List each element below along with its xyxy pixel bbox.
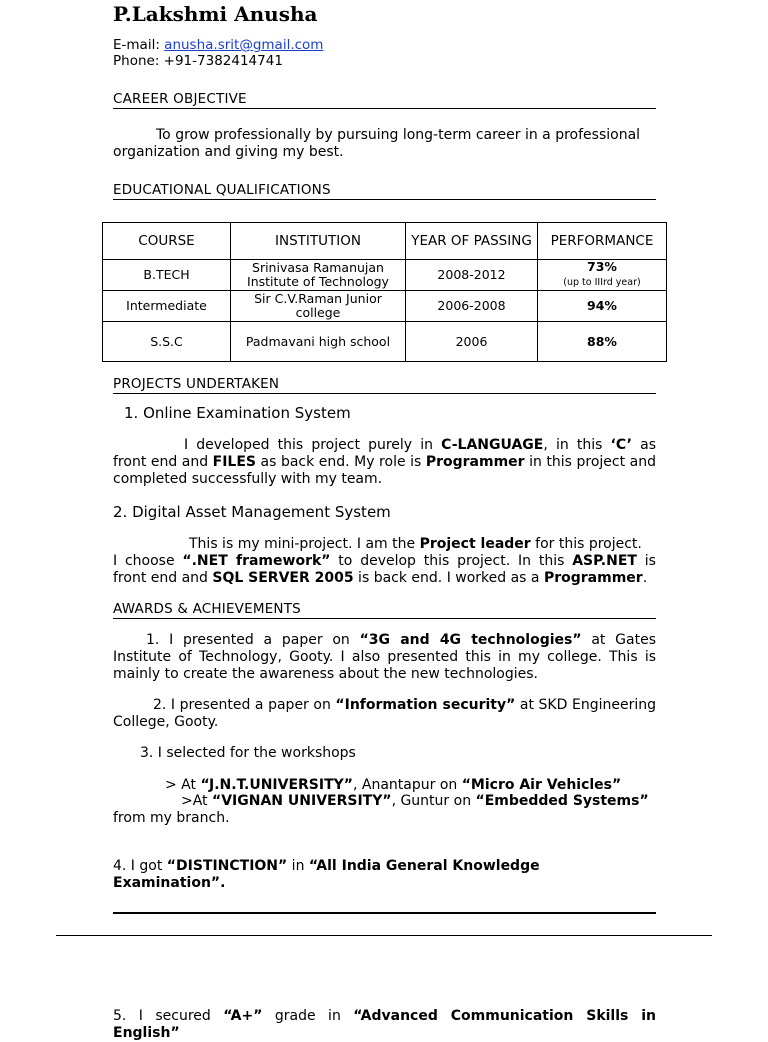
text-run: , Guntur on (391, 793, 476, 809)
bold-run: “J.N.T.UNIVERSITY” (200, 777, 353, 793)
cell-course: B.TECH (103, 260, 231, 291)
col-course: COURSE (103, 223, 231, 260)
cell-institution: Srinivasa Ramanujan Institute of Technology (231, 260, 406, 291)
col-year: YEAR OF PASSING (406, 223, 538, 260)
table-row (103, 322, 667, 362)
email-line (113, 37, 323, 53)
text-run: at Gates Institute of Technology, Gooty. I also presented this in my college. This is mainly to create the awareness about the new technologies. (113, 632, 656, 682)
award-3 (113, 745, 656, 762)
text-run: I developed this project purely in (184, 437, 442, 453)
bold-run: “Information security” (335, 697, 516, 713)
cell-performance (538, 322, 667, 362)
text-run: I choose (113, 553, 183, 569)
performance-note: (up to IIIrd year) (563, 277, 641, 288)
project-2-line-2 (113, 553, 656, 587)
phone-line: Phone: +91-7382414741 (113, 53, 283, 69)
bold-run: Project leader (419, 536, 531, 552)
cell-course: Intermediate (103, 291, 231, 322)
text-run: 2. I presented a paper on (153, 697, 336, 713)
text-run: , in this (543, 437, 611, 453)
text-run: >At (181, 793, 213, 809)
bold-run: “VIGNAN UNIVERSITY” (212, 793, 392, 809)
award-3b (113, 793, 656, 827)
projects-heading: PROJECTS UNDERTAKEN (113, 376, 656, 394)
bold-run: “DISTINCTION” (166, 858, 288, 874)
career-objective-text: To grow professionally by pursuing long-term career in a professional organization and giving my best. (113, 127, 641, 160)
text-run: 4. I got (113, 858, 167, 874)
table-row (103, 260, 667, 291)
text-run: in (287, 858, 309, 874)
award-2 (113, 697, 656, 731)
bold-run: SQL SERVER 2005 (212, 570, 354, 586)
text-run: for this project. (530, 536, 642, 552)
performance-value: 73% (587, 259, 617, 274)
col-institution: INSTITUTION (231, 223, 406, 260)
cell-institution: Padmavani high school (231, 322, 406, 362)
text-run: from my branch. (113, 810, 230, 826)
table-row (103, 291, 667, 322)
col-performance: PERFORMANCE (538, 223, 667, 260)
section-rule (113, 912, 656, 914)
text-run: , Anantapur on (352, 777, 462, 793)
bold-run: “Advanced Communication Skills in English” (113, 1008, 656, 1041)
bold-run: Programmer (543, 570, 643, 586)
awards-heading: AWARDS & ACHIEVEMENTS (113, 601, 656, 619)
award-5 (113, 1008, 656, 1042)
bold-run: “3G and 4G technologies” (359, 632, 582, 648)
text-run: > At (165, 777, 201, 793)
bold-run: ‘C’ (610, 437, 632, 453)
cell-year: 2008-2012 (406, 260, 538, 291)
project-1-text (113, 437, 656, 488)
bold-run: C-LANGUAGE (441, 437, 544, 453)
bold-run: FILES (212, 454, 256, 470)
text-run: This is my mini-project. I am the (189, 536, 420, 552)
page-break-line (56, 935, 712, 936)
candidate-name: P.Lakshmi Anusha (113, 2, 318, 26)
cell-institution: Sir C.V.Raman Junior college (231, 291, 406, 322)
project-1-title: 1. Online Examination System (124, 404, 351, 422)
email-link[interactable]: anusha.srit@gmail.com (164, 37, 324, 53)
email-label: E-mail: (113, 37, 165, 53)
cell-year: 2006-2008 (406, 291, 538, 322)
cell-year: 2006 (406, 322, 538, 362)
project-2-line-1 (113, 536, 656, 553)
performance-value: 88% (587, 333, 617, 349)
table-header-row (103, 223, 667, 260)
text-run: 5. I secured (113, 1008, 224, 1024)
bold-run: “Micro Air Vehicles” (461, 777, 622, 793)
cell-course: S.S.C (103, 322, 231, 362)
text-run: is front end and (113, 553, 656, 586)
award-1 (113, 632, 656, 683)
text-run: 3. I selected for the workshops (140, 745, 356, 761)
text-run: . (642, 570, 648, 586)
cell-performance (538, 260, 667, 291)
text-run: 1. I presented a paper on (146, 632, 360, 648)
bold-run: “All India General Knowledge Examination”. (113, 858, 540, 891)
career-objective-heading: CAREER OBJECTIVE (113, 91, 656, 109)
bold-run: “Embedded Systems” (475, 793, 649, 809)
text-run: in this project and completed successfully with my team. (113, 454, 656, 487)
project-2-title: 2. Digital Asset Management System (113, 503, 391, 521)
text-run: grade in (262, 1008, 354, 1024)
award-4 (113, 858, 656, 892)
education-table (102, 222, 667, 362)
education-heading: EDUCATIONAL QUALIFICATIONS (113, 182, 656, 200)
performance-value: 94% (587, 298, 617, 313)
cell-performance (538, 291, 667, 322)
bold-run: ASP.NET (572, 553, 637, 569)
bold-run: “.NET framework” (182, 553, 331, 569)
text-run: as back end. My role is (256, 454, 426, 470)
project-2-text (113, 536, 656, 587)
text-run: is back end. I worked as a (353, 570, 544, 586)
award-3a (113, 777, 656, 794)
text-run: to develop this project. In this (330, 553, 573, 569)
bold-run: “A+” (223, 1008, 263, 1024)
text-run: as front end and (113, 437, 657, 470)
bold-run: Programmer (425, 454, 525, 470)
text-run: at SKD Engineering College, Gooty. (113, 697, 656, 730)
